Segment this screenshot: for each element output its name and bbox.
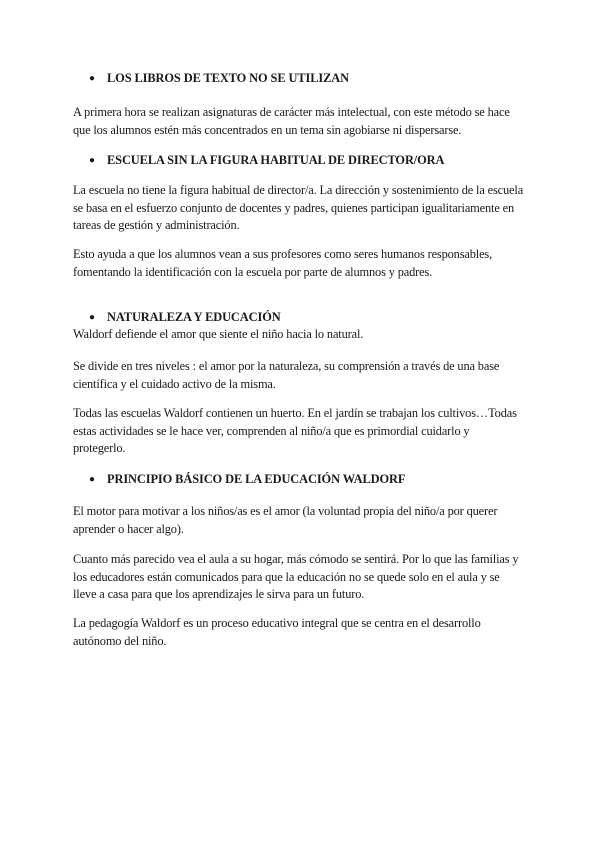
paragraph [73,326,533,344]
paragraph-line: La escuela no tiene la figura habitual de director/a. La dirección y sostenimiento de la escuela [73,183,524,197]
paragraph-line: autónomo del niño. [73,633,167,648]
bullet-icon: ● [89,312,95,323]
section-heading-principio [89,472,405,487]
heading-text: NATURALEZA Y EDUCACIÓN [107,310,281,324]
section-heading-libros [89,71,349,86]
paragraph-line: La pedagogía Waldorf es un proceso educativo integral que se centra en el desarrollo [73,616,481,630]
bullet-icon: ● [89,73,95,84]
paragraph-line: aprender o hacer algo). [73,521,184,536]
paragraph [73,358,533,393]
paragraph [73,182,533,235]
paragraph-line: fomentando la identificación con la escuela por parte de alumnos y padres. [73,264,433,279]
paragraph [73,615,533,650]
paragraph [73,104,533,139]
paragraph [73,405,533,458]
paragraph-line: A primera hora se realizan asignaturas de carácter más intelectual, con este método se hace [73,105,510,119]
heading-text: PRINCIPIO BÁSICO DE LA EDUCACIÓN WALDORF [107,472,406,486]
paragraph-line: El motor para motivar a los niños/as es el amor (la voluntad propia del niño/a por querer [73,504,498,518]
paragraph-line: científica y el cuidado activo de la misma. [73,376,276,391]
bullet-icon: ● [89,155,95,166]
paragraph-line: que los alumnos estén más concentrados en un tema sin agobiarse ni dispersarse. [73,122,462,137]
paragraph-line: lleve a casa para que los aprendizajes le sirva para un futuro. [73,587,365,601]
paragraph [73,551,533,604]
section-heading-naturaleza [89,310,281,325]
paragraph [73,503,533,538]
paragraph-line: protegerlo. [73,441,126,455]
paragraph-line: Waldorf defiende el amor que siente el niño hacia lo natural. [73,327,364,341]
paragraph-line: Se divide en tres niveles : el amor por la naturaleza, su comprensión a través de una base [73,359,500,373]
paragraph [73,246,533,281]
paragraph-line: Esto ayuda a que los alumnos vean a sus profesores como seres humanos responsables, [73,247,493,261]
paragraph-line: Cuanto más parecido vea el aula a su hogar, más cómodo se sentirá. Por lo que las familias y [73,552,519,566]
paragraph-line: los educadores están comunicados para que la educación no se quede solo en el aula y se [73,569,500,584]
heading-text: ESCUELA SIN LA FIGURA HABITUAL DE DIRECTOR/ORA [107,153,445,167]
section-heading-escuela [89,153,444,168]
paragraph-line: estas actividades se le hace ver, comprenden al niño/a que es primordial cuidarlo y [73,423,470,438]
bullet-icon: ● [89,474,95,485]
paragraph-line: tareas de gestión y administración. [73,218,240,232]
paragraph-line: se basa en el esfuerzo conjunto de docentes y padres, quienes participan igualitariamente en [73,200,515,215]
heading-text: LOS LIBROS DE TEXTO NO SE UTILIZAN [107,71,349,85]
paragraph-line: Todas las escuelas Waldorf contienen un huerto. En el jardín se trabajan los cultivos…Todas [73,406,517,420]
